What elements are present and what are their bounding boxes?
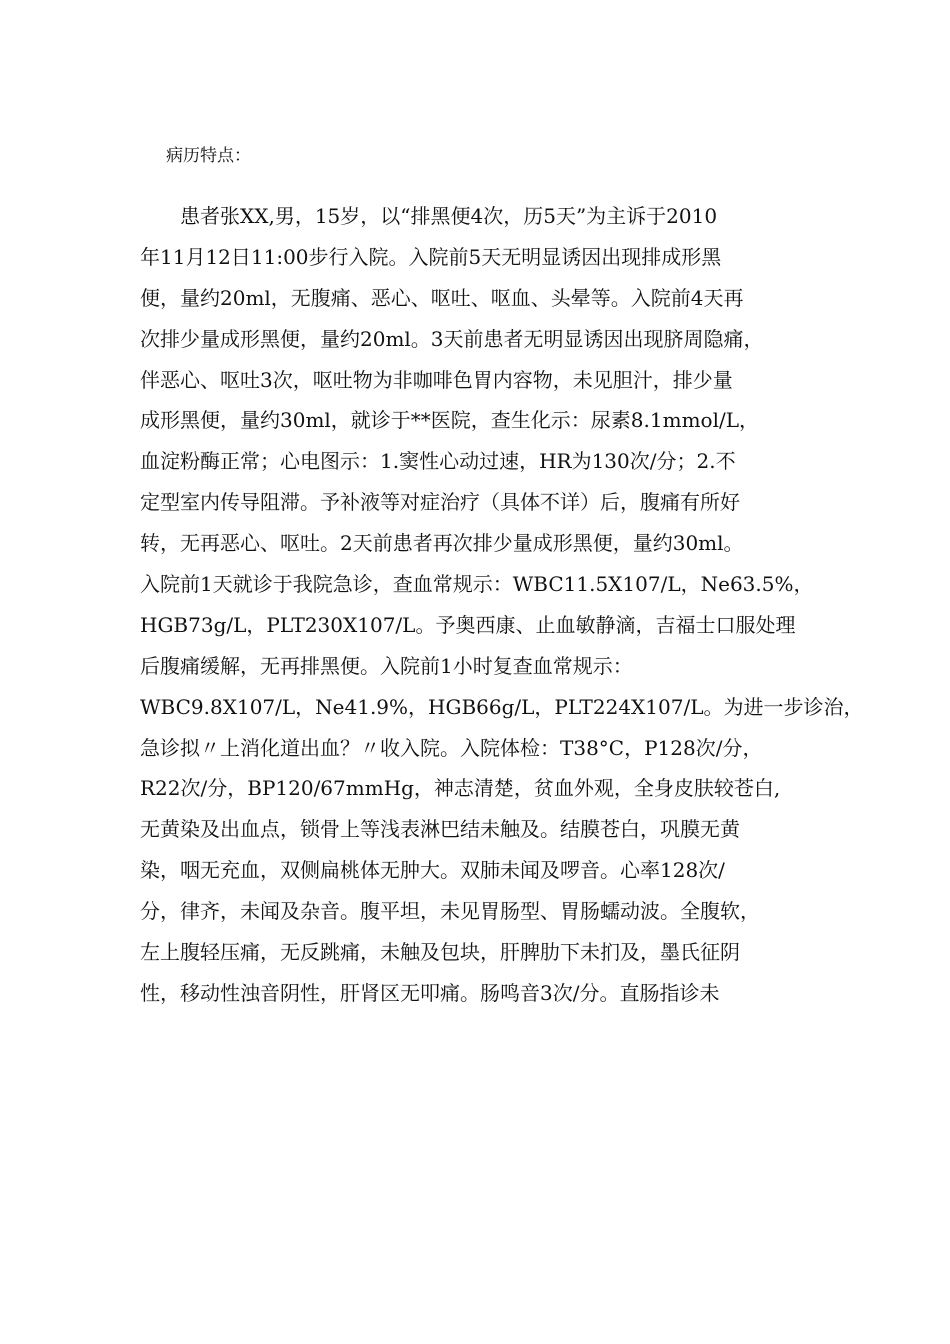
text-line: 伴恶心、呕吐3次，呕吐物为非咖啡色胃内容物，未见胆汁，排少量 [140, 367, 733, 392]
text-line: 染，咽无充血，双侧扁桃体无肿大。双肺未闻及啰音。心率128次/ [140, 858, 725, 883]
text-line: 便，量约20ml，无腹痛、恶心、呕吐、呕血、头晕等。入院前4天再 [140, 285, 744, 310]
text-line: R22次/分，BP120/67mmHg，神志清楚，贫血外观，全身皮肤较苍白, [140, 776, 781, 801]
text-line: 年11月12日11:00步行入院。入院前5天无明显诱因出现排成形黑 [140, 244, 722, 269]
text-line: 转，无再恶心、呕吐。2天前患者再次排少量成形黑便，量约30ml。 [140, 531, 744, 556]
section-heading: 病历特点： [166, 146, 251, 166]
text-line: 急诊拟〃上消化道出血？〃收入院。入院体检：T38°C，P128次/分， [140, 735, 763, 760]
text-line: 次排少量成形黑便，量约20ml。3天前患者无明显诱因出现脐周隐痛， [140, 326, 764, 351]
text-line: 血淀粉酶正常；心电图示：1.窦性心动过速，HR为130次/分；2.不 [140, 449, 736, 474]
text-line: 后腹痛缓解，无再排黑便。入院前1小时复查血常规示： [140, 653, 633, 678]
text-line: 入院前1天就诊于我院急诊，查血常规示：WBC11.5X107/L，Ne63.5%， [140, 572, 814, 597]
text-line: WBC9.8X107/L，Ne41.9%，HGB66g/L，PLT224X107/L。为进一步诊治， [140, 694, 864, 719]
text-line: 定型室内传导阻滞。予补液等对症治疗（具体不详）后，腹痛有所好 [140, 490, 740, 515]
medical-history-paragraph [140, 196, 864, 1014]
text-line: 无黄染及出血点，锁骨上等浅表淋巴结未触及。结膜苍白，巩膜无黄 [140, 817, 740, 842]
text-line: 成形黑便，量约30ml，就诊于**医院，查生化示：尿素8.1mmol/L， [140, 408, 760, 433]
text-line: 性，移动性浊音阴性，肝肾区无叩痛。肠鸣音3次/分。直肠指诊未 [140, 980, 720, 1005]
text-line: 左上腹轻压痛，无反跳痛，未触及包块，肝脾肋下未扪及，墨氏征阴 [140, 940, 740, 965]
text-line: 患者张XX,男，15岁，以“排黑便4次，历5天”为主诉于2010 [140, 204, 718, 228]
text-line: HGB73g/L，PLT230X107/L。予奥西康、止血敏静滴，吉福士口服处理 [140, 612, 796, 637]
text-line: 分，律齐，未闻及杂音。腹平坦，未见胃肠型、胃肠蠕动波。全腹软， [140, 899, 760, 924]
